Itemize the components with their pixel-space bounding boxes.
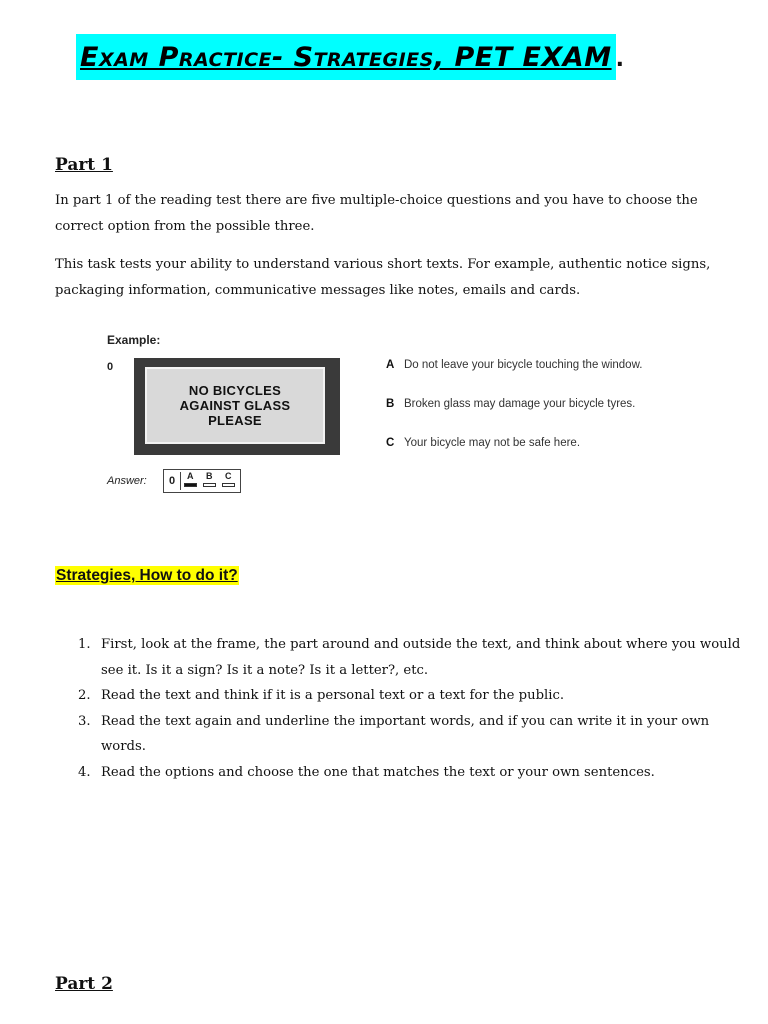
- page-title: Exam Practice- Strategies, PET EXAM: [76, 34, 616, 80]
- notice-sign-photo: [134, 358, 340, 455]
- part1-paragraph-2: This task tests your ability to understand various short texts. For example, authentic notice signs, packaging information, communicative messages like notes, emails and cards.: [55, 257, 711, 298]
- answer-number: 0: [169, 475, 176, 487]
- list-item: [55, 709, 755, 760]
- list-item-number: 4.: [78, 764, 91, 780]
- option-letter: B: [386, 398, 395, 410]
- option-text: Broken glass may damage your bicycle tyres.: [404, 398, 636, 410]
- option-letter: A: [386, 359, 395, 371]
- answer-bubble-a: [184, 483, 197, 487]
- answer-label: Answer:: [107, 475, 147, 487]
- sign-line: NO BICYCLES: [188, 383, 282, 398]
- part1-paragraph-1: In part 1 of the reading test there are five multiple-choice questions and you have to choose the correct option from the possible three.: [55, 193, 698, 234]
- answer-bubble-c: [222, 483, 235, 487]
- list-item-text: Read the text and think if it is a personal text or a text for the public.: [101, 688, 565, 703]
- title-trailing-period: .: [615, 47, 624, 72]
- option-letter: C: [386, 437, 395, 449]
- list-item-text: Read the options and choose the one that matches the text or your own sentences.: [101, 764, 655, 780]
- list-item: [55, 760, 755, 786]
- option-a: [386, 359, 642, 371]
- option-c: [386, 437, 580, 449]
- part2-heading: Part 2: [55, 974, 113, 994]
- part1-heading: Part 1: [55, 155, 113, 175]
- answer-sheet-box: [163, 469, 241, 493]
- sign-line: PLEASE: [208, 413, 262, 428]
- strategies-heading-text: Strategies, How to do it?: [56, 567, 238, 584]
- strategies-list: [55, 632, 755, 785]
- strategies-heading: [55, 567, 239, 585]
- answer-letter-b: B: [206, 471, 213, 481]
- answer-letter-c: C: [225, 471, 232, 481]
- sign-line: AGAINST GLASS: [179, 398, 291, 413]
- title-block: [76, 34, 624, 80]
- list-item: [55, 683, 755, 709]
- notice-sign: [145, 367, 325, 444]
- list-item-text: Read the text again and underline the important words, and if you can write it in your own words.: [101, 713, 710, 754]
- answer-divider: [180, 472, 181, 490]
- example-number: 0: [107, 361, 114, 373]
- example-label: Example:: [107, 333, 161, 347]
- list-item-number: 2.: [78, 688, 91, 703]
- option-b: [386, 398, 635, 410]
- answer-bubble-b: [203, 483, 216, 487]
- list-item-number: 1.: [78, 637, 91, 652]
- option-text: Your bicycle may not be safe here.: [404, 437, 581, 449]
- answer-letter-a: A: [187, 471, 194, 481]
- list-item-text: First, look at the frame, the part around and outside the text, and think about where you would see it. Is it a sign? Is it a note? Is it a letter?, etc.: [101, 637, 741, 678]
- option-text: Do not leave your bicycle touching the window.: [404, 359, 643, 371]
- list-item-number: 3.: [78, 713, 91, 729]
- example-figure: [104, 330, 664, 500]
- list-item: [55, 632, 755, 683]
